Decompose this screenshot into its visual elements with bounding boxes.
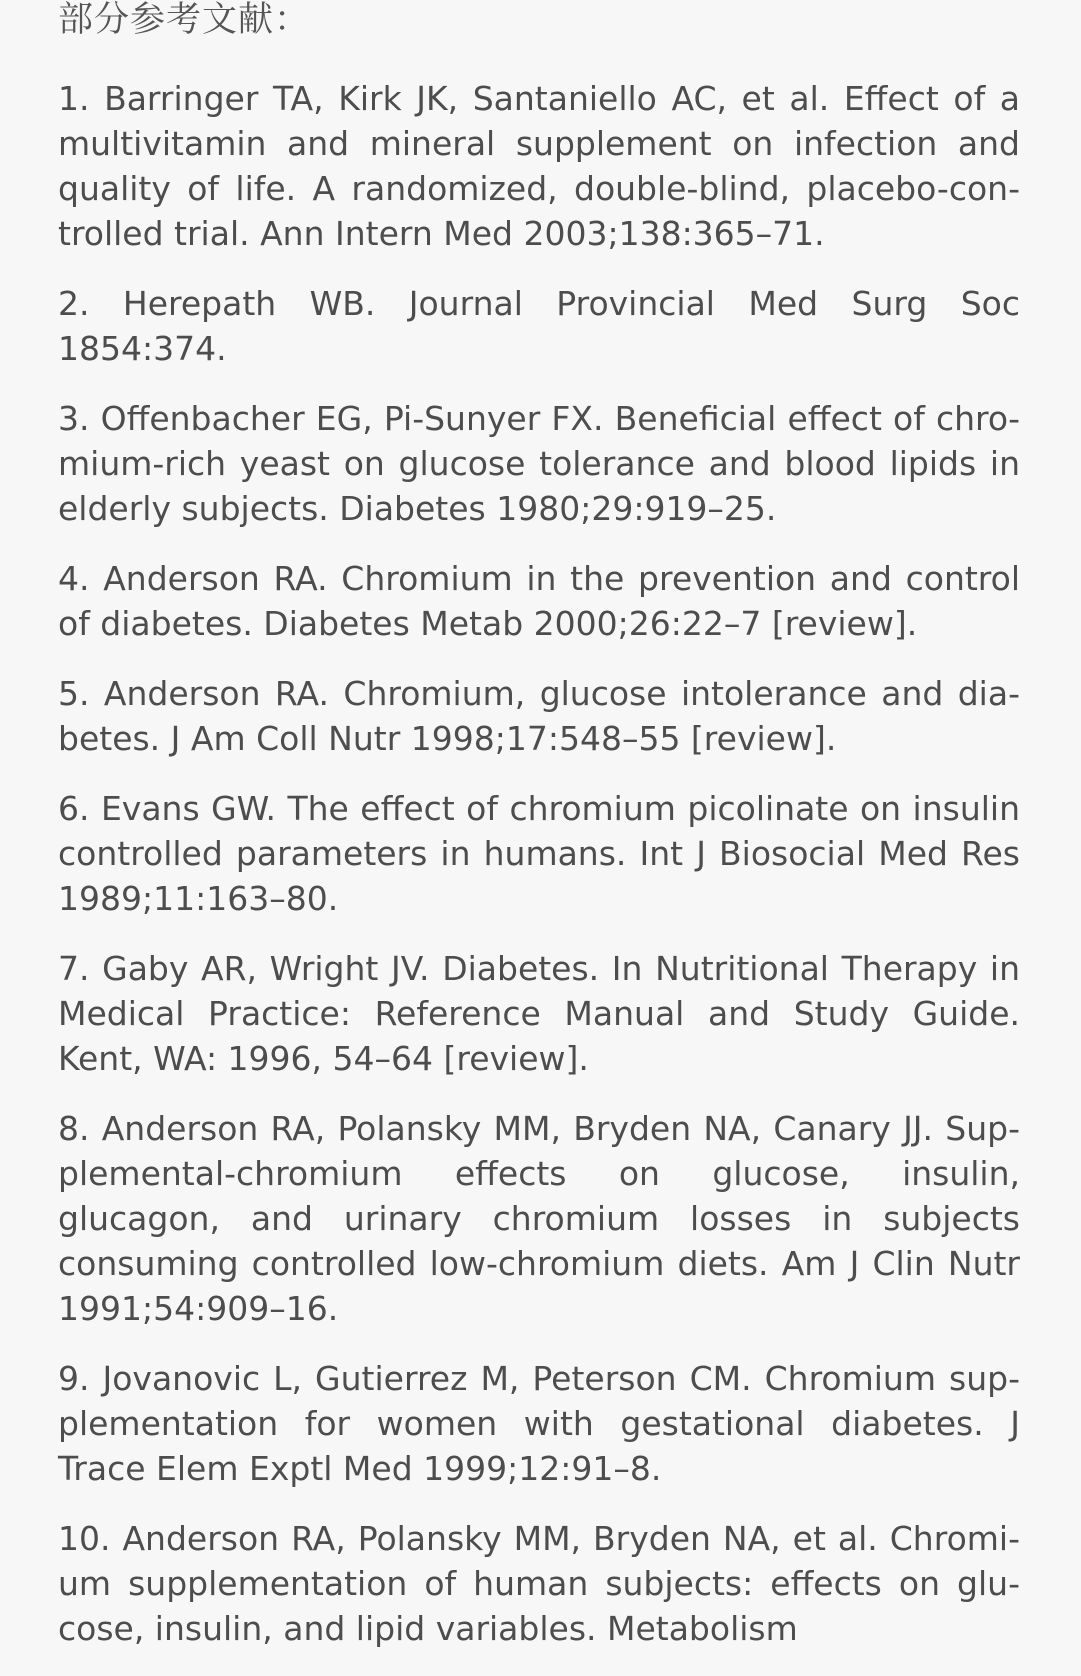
- reference-item-2: 2. Herepath WB. Journal Provincial Med Surg Soc 1854:374.: [58, 284, 1020, 368]
- reference-item-9: 9. Jovanovic L, Gutierrez M, Peterson CM. Chromium supplementation for women with gestational diabetes. J Trace Elem Exptl Med 1999;12:91–8.: [58, 1359, 1020, 1488]
- reference-item-7: 7. Gaby AR, Wright JV. Diabetes. In Nutritional Therapy in Medical Practice: Reference Manual and Study Guide. Kent, WA: 1996, 54–64 [review].: [58, 949, 1020, 1078]
- reference-item-4: 4. Anderson RA. Chromium in the prevention and control of diabetes. Diabetes Metab 2000;26:22–7 [review].: [58, 559, 1020, 643]
- reference-item-3: 3. Offenbacher EG, Pi-Sunyer FX. Beneficial effect of chromium-rich yeast on glucose tolerance and blood lipids in elderly subjects. Diabetes 1980;29:919–25.: [58, 399, 1020, 528]
- reference-item-6: 6. Evans GW. The effect of chromium picolinate on insulin controlled parameters in humans. Int J Biosocial Med Res 1989;11:163–80.: [58, 789, 1020, 918]
- reference-item-5: 5. Anderson RA. Chromium, glucose intolerance and diabetes. J Am Coll Nutr 1998;17:548–55 [review].: [58, 674, 1020, 758]
- reference-item-10: 10. Anderson RA, Polansky MM, Bryden NA, et al. Chromium supplementation of human subjects: effects on glucose, insulin, and lipid variables. Metabolism: [58, 1519, 1020, 1648]
- reference-list: [58, 76, 1020, 1676]
- reference-item-8: 8. Anderson RA, Polansky MM, Bryden NA, Canary JJ. Supplemental-chromium effects on glucose, insulin, glucagon, and urinary chromium losses in subjects consuming controlled low-chromium diets. Am J Clin Nutr 1991;54:909–16.: [58, 1109, 1020, 1328]
- references-heading: 部分参考文献：: [58, 0, 311, 40]
- reference-item-1: 1. Barringer TA, Kirk JK, Santaniello AC, et al. Effect of a multivitamin and mineral supplement on infection and quality of life. A randomized, double-blind, placebo-controlled trial. Ann Intern Med 2003;138:365–71.: [58, 79, 1020, 253]
